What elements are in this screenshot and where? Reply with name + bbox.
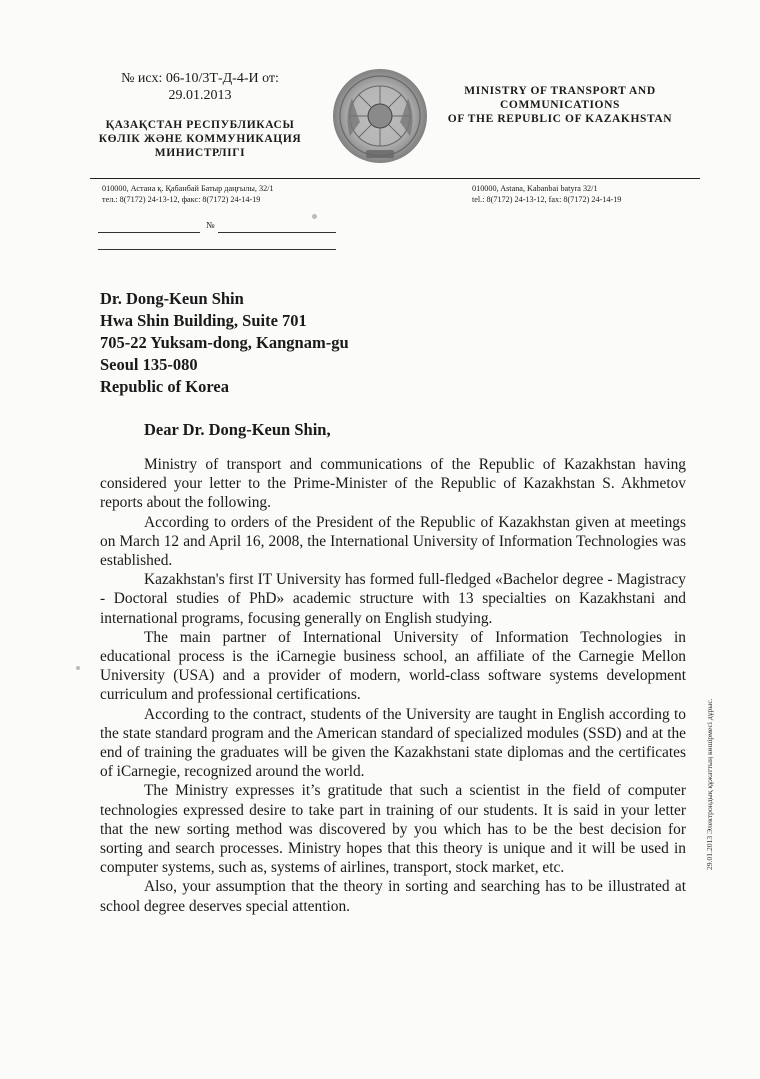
ministry-name-kazakh-line: ҚАЗАҚСТАН РЕСПУБЛИКАСЫ	[105, 119, 295, 131]
number-sign: №	[206, 220, 215, 230]
ministry-name-english-line: COMMUNICATIONS	[500, 99, 620, 111]
address-line: тел.: 8(7172) 24-13-12, факс: 8(7172) 24-14-19	[102, 195, 261, 204]
ministry-name-kazakh	[80, 118, 320, 160]
address-english	[472, 183, 732, 205]
body-paragraph: Kazakhstan's first IT University has formed full-fledged «Bachelor degree - Magistracy - Doctoral studies of PhD» academic structure with 13 specialties on Kazakhstani and international programs, focusing generally on English studying.	[100, 571, 686, 627]
address-kazakh	[102, 183, 362, 205]
ministry-name-english-line: MINISTRY OF TRANSPORT AND	[464, 85, 656, 97]
ministry-name-english	[440, 84, 680, 126]
recipient-line: Hwa Shin Building, Suite 701	[100, 311, 307, 330]
letter-body	[100, 455, 686, 916]
ministry-name-kazakh-line: МИНИСТРЛІГІ	[154, 147, 246, 159]
body-paragraph: Also, your assumption that the theory in sorting and searching has to be illustrated at school degree deserves special attention.	[100, 878, 686, 915]
reference-block	[90, 70, 310, 104]
body-paragraph: According to orders of the President of the Republic of Kazakhstan given at meetings on March 12 and April 16, 2008, the International University of Information Technologies was established.	[100, 513, 686, 570]
reference-date: 29.01.2013	[168, 88, 232, 103]
body-paragraph: The Ministry expresses it’s gratitude that such a scientist in the field of computer technologies expressed desire to take part in training of our students. It is said in your letter that the new sorting method was discovered by you which has to be the best decision for sorting and search processes. Ministry hopes that this theory is unique and it will be used in computer systems, such as, systems of airlines, transport, stock market, etc.	[100, 782, 686, 877]
state-emblem-icon	[330, 66, 430, 166]
salutation: Dear Dr. Dong-Keun Shin,	[144, 420, 331, 439]
address-line: tel.: 8(7172) 24-13-12, fax: 8(7172) 24-14-19	[472, 195, 622, 204]
body-paragraph: According to the contract, students of the University are taught in English according to the state standard program and the American standard of specialized modules (SSD) and at the end of training the graduates will be given the Kazakhstani state diplomas and the certificates of iCarnegie, recognized around the world.	[100, 705, 686, 781]
scan-speck	[76, 666, 80, 670]
recipient-name: Dr. Dong-Keun Shin	[100, 289, 244, 308]
address-line: 010000, Астана қ. Қабанбай Батыр даңғылы, 32/1	[102, 184, 274, 193]
blank-line	[98, 249, 336, 250]
reference-number: № исх: 06-10/3Т-Д-4-И от:	[121, 71, 279, 86]
blank-date-line	[98, 232, 200, 233]
recipient-line: Republic of Korea	[100, 377, 229, 396]
blank-number-line	[218, 232, 336, 233]
header-divider	[90, 178, 700, 179]
recipient-line: 705-22 Yuksam-dong, Kangnam-gu	[100, 333, 349, 352]
recipient-line: Seoul 135-080	[100, 355, 198, 374]
ministry-name-kazakh-line: КӨЛІК ЖӘНЕ КОММУНИКАЦИЯ	[98, 133, 302, 145]
address-line: 010000, Astana, Kabanbai batyra 32/1	[472, 184, 598, 193]
ministry-name-english-line: OF THE REPUBLIC OF KAZAKHSTAN	[447, 113, 673, 125]
body-paragraph: The main partner of International University of Information Technologies in educational process is the iCarnegie business school, an affiliate of the Carnegie Mellon University (USA) and a provider of modern, world-class software systems development curriculum and professional certifications.	[100, 628, 686, 704]
body-paragraph: Ministry of transport and communications of the Republic of Kazakhstan having considered your letter to the Prime-Minister of the Republic of Kazakhstan S. Akhmetov reports about the following.	[100, 456, 686, 512]
electronic-copy-note: 29.01.2013 Электрондық құжаттың көшірмесі дұрыс.	[705, 698, 714, 870]
scan-speck	[312, 214, 317, 219]
recipient-address	[100, 288, 349, 398]
